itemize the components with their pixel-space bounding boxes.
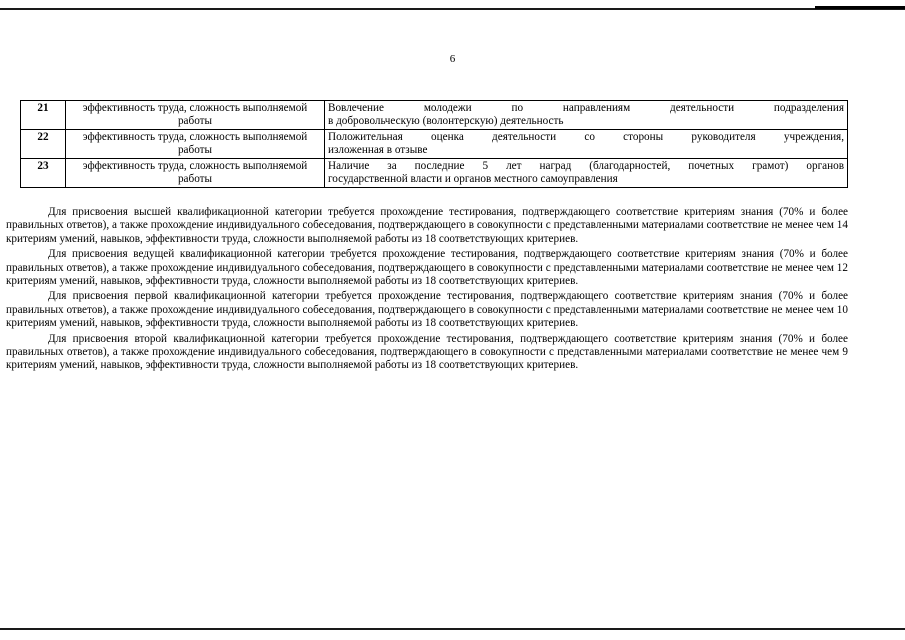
criterion-cell: эффективность труда, сложность выполняемой работы bbox=[66, 159, 325, 188]
paragraph-highest-category: Для присвоения высшей квалификационной категории требуется прохождение тестирования, подтверждающего соответствие критериям знания (70% и более правильных ответов), а также прохождение индивидуального собеседования, подтверждающего в совокупности с представленными материалами соответствие не менее чем 14 критериям умений, навыков, эффективности труда, сложности выполняемой работы из 18 соответствующих критериев. bbox=[6, 206, 848, 245]
description-cell bbox=[325, 130, 848, 159]
description-line: Положительная оценка деятельности со стороны руководителя учреждения, bbox=[328, 131, 844, 143]
row-number: 23 bbox=[21, 159, 66, 188]
paragraph-leading-category: Для присвоения ведущей квалификационной категории требуется прохождение тестирования, подтверждающего соответствие критериям знания (70% и более правильных ответов), а также прохождение индивидуального собеседования, подтверждающего в совокупности с представленными материалами соответствие не менее чем 12 критериям умений, навыков, эффективности труда, сложности выполняемой работы из 18 соответствующих критериев. bbox=[6, 248, 848, 288]
scan-border-bottom bbox=[0, 628, 905, 630]
table-row bbox=[21, 101, 848, 130]
row-number: 22 bbox=[21, 130, 66, 159]
description-cell bbox=[325, 101, 848, 130]
criterion-cell: эффективность труда, сложность выполняемой работы bbox=[66, 130, 325, 159]
page-number: 6 bbox=[449, 53, 456, 65]
description-line: Наличие за последние 5 лет наград (благодарностей, почетных грамот) органов bbox=[328, 160, 844, 172]
criterion-cell: эффективность труда, сложность выполняемой работы bbox=[66, 101, 325, 130]
scan-border-top bbox=[0, 8, 905, 10]
row-number: 21 bbox=[21, 101, 66, 130]
description-line: Вовлечение молодежи по направлениям деятельности подразделения bbox=[328, 102, 844, 114]
description-line: государственной власти и органов местного самоуправления bbox=[328, 173, 618, 185]
description-line: изложенная в отзыве bbox=[328, 144, 428, 156]
paragraph-second-category: Для присвоения второй квалификационной категории требуется прохождение тестирования, подтверждающего соответствие критериям знания (70% и более правильных ответов), а также прохождение индивидуального собеседования, подтверждающего в совокупности с представленными материалами соответствие не менее чем 9 критериям умений, навыков, эффективности труда, сложности выполняемой работы из 18 соответствующих критериев. bbox=[6, 332, 848, 372]
paragraph-first-category: Для присвоения первой квалификационной категории требуется прохождение тестирования, подтверждающего соответствие критериям знания (70% и более правильных ответов), а также прохождение индивидуального собеседования, подтверждающего в совокупности с представленными материалами соответствие не менее чем 10 критериям умений, навыков, эффективности труда, сложности выполняемой работы из 18 соответствующих критериев. bbox=[6, 290, 848, 330]
body-text bbox=[6, 206, 848, 375]
description-line: в добровольческую (волонтерскую) деятельность bbox=[328, 115, 564, 127]
table-row bbox=[21, 130, 848, 159]
table-row bbox=[21, 159, 848, 188]
criteria-table bbox=[20, 100, 848, 188]
description-cell bbox=[325, 159, 848, 188]
